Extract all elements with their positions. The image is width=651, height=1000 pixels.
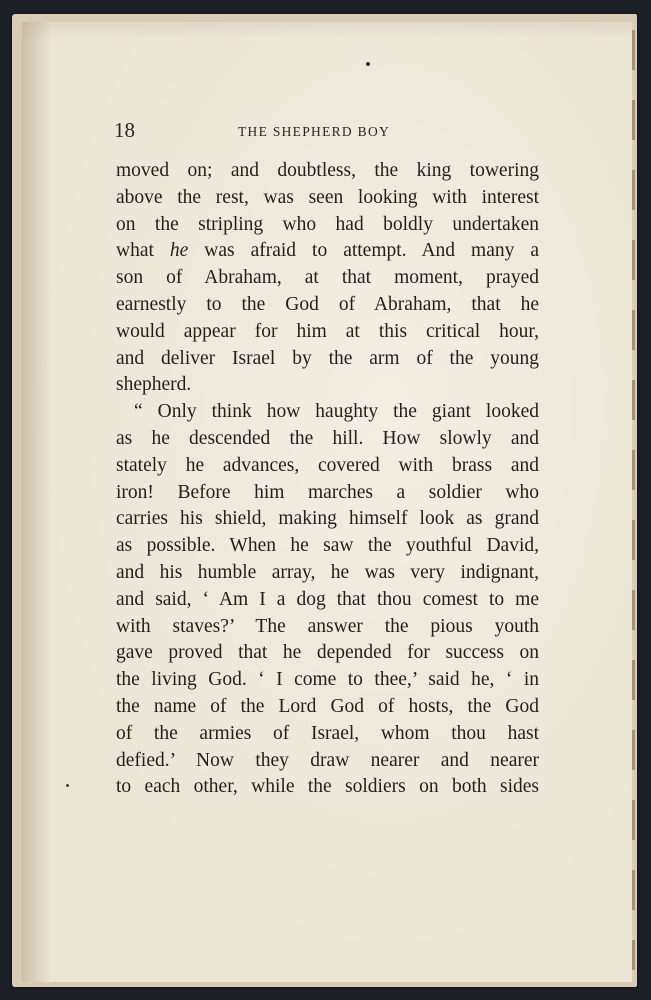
text-line: iron! Before him marches a soldier who — [116, 481, 539, 503]
text-line: with staves?’ The answer the pious youth — [116, 615, 539, 637]
text-line: and his humble array, he was very indignant, — [116, 561, 539, 583]
body-text — [116, 158, 539, 801]
page-number: 18 — [114, 118, 135, 142]
text-line: and deliver Israel by the arm of the young — [116, 347, 539, 369]
text-line: what he was afraid to attempt. And many a — [116, 240, 539, 262]
text-line: to each other, while the soldiers on both sides — [116, 776, 539, 798]
text-line: stately he advances, covered with brass and — [116, 454, 539, 476]
page-header — [114, 118, 544, 148]
text-line: as he descended the hill. How slowly and — [116, 427, 539, 449]
text-line: carries his shield, making himself look as grand — [116, 508, 539, 530]
text-line: on the stripling who had boldly undertaken — [116, 213, 539, 235]
ink-dot — [366, 62, 370, 66]
binding-gutter — [632, 30, 635, 970]
emphasized-word: he — [169, 240, 189, 262]
text-line: above the rest, was seen looking with interest — [116, 186, 539, 208]
ink-speck — [66, 784, 69, 787]
text-line: earnestly to the God of Abraham, that he — [116, 293, 539, 315]
text-line: the living God. ‘ I come to thee,’ said he, ‘ in — [116, 669, 539, 691]
text-line: gave proved that he depended for success on — [116, 642, 539, 664]
text-line: and said, ‘ Am I a dog that thou comest to me — [116, 588, 539, 610]
text-line: son of Abraham, at that moment, prayed — [116, 267, 539, 289]
text-line: “ Only think how haughty the giant looked — [134, 401, 539, 423]
text-line: shepherd. — [116, 374, 192, 396]
text-line: defied.’ Now they draw nearer and nearer — [116, 749, 539, 771]
text-line: would appear for him at this critical hour, — [116, 320, 539, 342]
running-head: THE SHEPHERD BOY — [238, 124, 391, 139]
text-line: of the armies of Israel, whom thou hast — [116, 722, 539, 744]
text-line: the name of the Lord God of hosts, the God — [116, 695, 539, 717]
text-line: as possible. When he saw the youthful David, — [116, 535, 539, 557]
text-line: moved on; and doubtless, the king towering — [116, 160, 539, 181]
